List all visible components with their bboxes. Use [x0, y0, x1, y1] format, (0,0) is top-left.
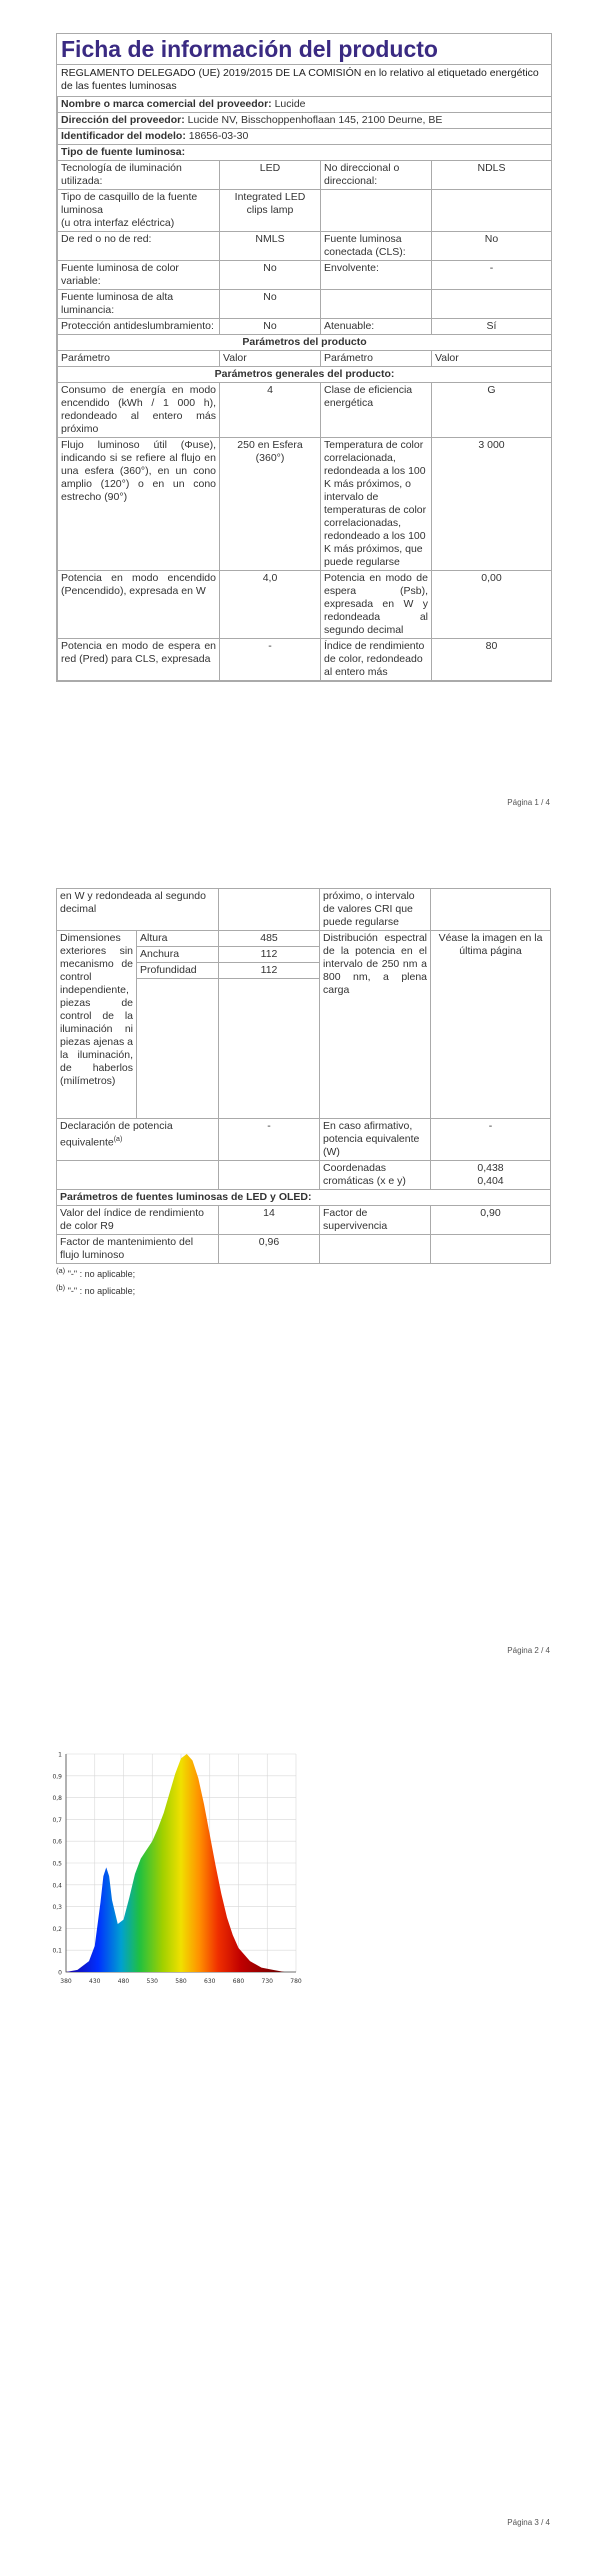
y-tick-label: 0,5: [52, 1860, 62, 1868]
x-tick-label: 630: [204, 1978, 216, 1984]
x-tick-label: 680: [232, 1978, 245, 1984]
page-3: [0, 1700, 604, 2560]
x-tick-label: 580: [175, 1978, 187, 1984]
x-tick-label: 780: [290, 1978, 302, 1984]
y-tick-label: 1: [58, 1751, 62, 1759]
table-row: Potencia en modo de espera en red (Pred) para CLS, expresada - Índice de rendimiento de color, redondeado al entero más 80: [58, 639, 552, 681]
page-1: [0, 0, 604, 820]
table-row: Anchura 112: [57, 947, 551, 963]
table-row: Fuente luminosa de alta luminancia: No: [58, 290, 552, 319]
product-table-continued: [56, 888, 551, 1264]
source-type-header: Tipo de fuente luminosa:: [58, 145, 552, 161]
table-row: Fuente luminosa de color variable: No Envolvente: -: [58, 261, 552, 290]
table-row: Tipo de casquillo de la fuente luminosa (u otra interfaz eléctrica) Integrated LED clips lamp: [58, 190, 552, 232]
dimensions-row: Dimensiones exteriores sin mecanismo de control independiente, piezas de control de la iluminación ni piezas ajenas a la iluminación, de haberlos (milímetros) Altura 485 Distribución espectral de la potencia en el intervalo de 250 nm a 800 nm, a plena carga Véase la imagen en la última página: [57, 931, 551, 947]
y-tick-label: 0,7: [52, 1816, 62, 1824]
spectral-distribution-chart: [44, 1744, 304, 1984]
y-tick-label: 0,2: [52, 1925, 62, 1933]
page-number: Página 2 / 4: [507, 1646, 550, 1655]
column-headers: Parámetro Valor Parámetro Valor: [58, 351, 552, 367]
table-row: Flujo luminoso útil (Φuse), indicando si se refiere al flujo en una esfera (360°), en un cono amplio (120°) o en un cono estrecho (90°) 250 en Esfera (360°) Temperatura de color correlacionada, redondeada a los 100 K más próximos, o intervalo de temperaturas de color correlacionadas, redondeado a los 100 K más próximos, que puede regularse 3 000: [58, 438, 552, 571]
table-row: Consumo de energía en modo encendido (kWh / 1 000 h), redondeado al entero más próximo 4 Clase de eficiencia energética G: [58, 383, 552, 438]
dimensions-label: Dimensiones exteriores sin mecanismo de control independiente, piezas de control de la iluminación ni piezas ajenas a la iluminación, de haberlos (milímetros): [57, 931, 137, 1119]
table-row: Potencia en modo encendido (Pencendido), expresada en W 4,0 Potencia en modo de espera (Psb), expresada en W y redondeada al segundo decimal 0,00: [58, 571, 552, 639]
y-tick-label: 0,6: [52, 1838, 62, 1846]
product-sheet: [56, 33, 552, 682]
page-2: [0, 884, 604, 1684]
x-tick-label: 730: [261, 1978, 273, 1984]
y-tick-label: 0,4: [52, 1882, 62, 1890]
model-row: Identificador del modelo: 18656-03-30: [58, 129, 552, 145]
table-row: Protección antideslumbramiento: No Atenuable: Sí: [58, 319, 552, 335]
led-header: Parámetros de fuentes luminosas de LED y OLED:: [57, 1190, 551, 1206]
y-tick-label: 0,1: [52, 1947, 62, 1955]
footnote: $^{(b)}$ "-" : no aplicable;: [56, 1283, 136, 1296]
page-number: Página 1 / 4: [507, 798, 550, 807]
regulation-text: REGLAMENTO DELEGADO (UE) 2019/2015 DE LA COMISIÓN en lo relativo al etiquetado energético de las fuentes luminosas: [57, 64, 551, 96]
y-tick-label: 0,3: [52, 1904, 62, 1912]
x-tick-label: 480: [117, 1978, 130, 1984]
page-number: Página 3 / 4: [507, 2518, 550, 2527]
table-row: De red o no de red: NMLS Fuente luminosa conectada (CLS): No: [58, 232, 552, 261]
page-title: Ficha de información del producto: [61, 36, 438, 62]
address-row: Dirección del proveedor: Lucide NV, Bisschoppenhoflaan 145, 2100 Deurne, BE: [58, 113, 552, 129]
table-row: Declaración de potencia equivalente$^{(a)}$ - En caso afirmativo, potencia equivalente (W) -: [57, 1119, 551, 1161]
x-tick-label: 530: [146, 1978, 158, 1984]
table-row: Valor del índice de rendimiento de color R9 14 Factor de supervivencia 0,90: [57, 1206, 551, 1235]
table-row: en W y redondeada al segundo decimal próximo, o intervalo de valores CRI que puede regularse: [57, 889, 551, 931]
general-header: Parámetros generales del producto:: [58, 367, 552, 383]
product-table: [57, 96, 552, 681]
supplier-row: Nombre o marca comercial del proveedor: Lucide: [58, 97, 552, 113]
y-tick-label: 0: [58, 1969, 62, 1977]
y-tick-label: 0,9: [52, 1773, 62, 1781]
product-sheet-continued: [56, 888, 550, 1298]
params-header: Parámetros del producto: [58, 335, 552, 351]
x-tick-label: 430: [89, 1978, 101, 1984]
footnote: $^{(a)}$ "-" : no aplicable;: [56, 1266, 136, 1279]
table-row: Coordenadas cromáticas (x e y) 0,438 0,404: [57, 1161, 551, 1190]
x-tick-label: 380: [60, 1978, 72, 1984]
table-row: Factor de mantenimiento del flujo luminoso 0,96: [57, 1235, 551, 1264]
y-tick-label: 0,8: [52, 1795, 62, 1803]
table-row: Profundidad 112: [57, 963, 551, 979]
table-row: Tecnología de iluminación utilizada: LED No direccional o direccional: NDLS: [58, 161, 552, 190]
